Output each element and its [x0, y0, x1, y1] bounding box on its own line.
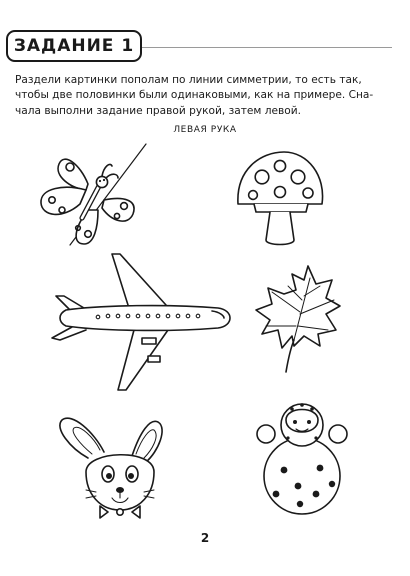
bunny-icon	[60, 418, 162, 518]
page-number: 2	[200, 531, 210, 545]
roly-poly-doll-icon	[257, 403, 347, 514]
instruction-line-1: Раздели картинки пополам по линии симметрии, то есть так,	[15, 74, 362, 86]
task-title: ЗАДАНИЕ 1	[6, 30, 142, 62]
butterfly-icon	[41, 144, 146, 245]
hand-label: ЛЕВАЯ РУКА	[173, 125, 237, 135]
mushroom-icon	[238, 152, 323, 245]
airplane-icon	[52, 254, 230, 390]
instruction-line-2: чтобы две половинки были одинаковыми, как на примере. Сна-	[15, 89, 374, 102]
maple-leaf-icon	[256, 266, 340, 372]
instruction-line-3: чала выполни задание правой рукой, затем левой.	[15, 104, 302, 117]
